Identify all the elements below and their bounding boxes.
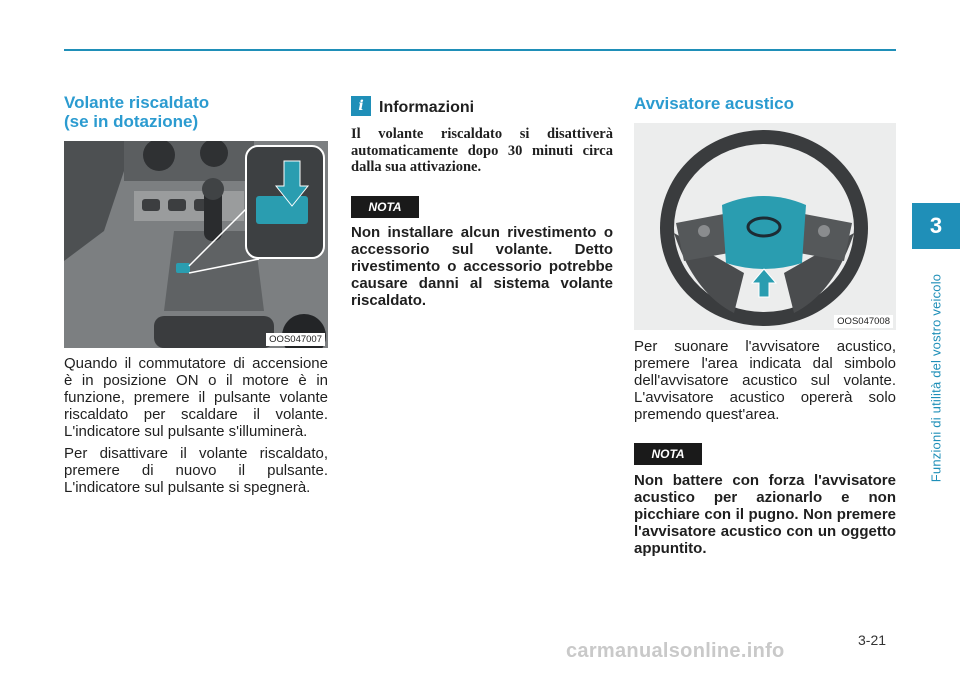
paragraph: Quando il commutatore di accensione è in posizione ON o il motore è in funzione, premere il pulsante volante riscaldato per scaldare il volante. L'indicatore sul pulsante s'illuminerà.	[64, 355, 328, 440]
info-title: Informazioni	[379, 99, 475, 116]
info-text: Il volante riscaldato si disattiverà automaticamente dopo 30 minuti circa dalla sua attivazione.	[351, 126, 613, 175]
heated-wheel-body	[64, 355, 328, 501]
horn-pad	[722, 196, 806, 269]
heated-wheel-illustration	[64, 141, 328, 348]
page-number: 3-21	[858, 632, 887, 648]
heading-line-2: (se in dotazione)	[64, 112, 199, 131]
heated-wheel-photo	[64, 141, 328, 348]
paragraph: Per suonare l'avvisatore acustico, premere l'area indicata dal simbolo dell'avvisatore acustico sul volante. L'avvisatore acustico opererà solo premendo quest'area.	[634, 338, 896, 423]
chapter-tab: 3	[912, 203, 960, 249]
photo-caption: OOS047007	[266, 333, 325, 346]
nota-text: Non battere con forza l'avvisatore acustico per azionarlo e non picchiare con il pugno. Non premere l'avvisatore acustico con un oggetto appuntito.	[634, 472, 896, 557]
watermark: carmanualsonline.info	[566, 640, 785, 662]
steering-wheel-illustration	[634, 123, 896, 330]
horn-body	[634, 338, 896, 428]
nota-badge: NOTA	[351, 196, 419, 218]
section-heading-heated-wheel	[64, 93, 209, 131]
nota-badge: NOTA	[634, 443, 702, 465]
header-rule	[64, 49, 896, 51]
info-icon: i	[351, 96, 371, 116]
photo-caption: OOS047008	[834, 315, 893, 328]
nota-text: Non installare alcun rivestimento o accessorio sul volante. Detto rivestimento o accessorio potrebbe causare danni al sistema volante riscaldato.	[351, 224, 613, 309]
paragraph: Per disattivare il volante riscaldato, premere di nuovo il pulsante. L'indicatore sul pulsante si spegnerà.	[64, 445, 328, 496]
horn-photo	[634, 123, 896, 330]
heading-line-1: Volante riscaldato	[64, 93, 210, 112]
chapter-title: Funzioni di utilità del vostro veicolo	[928, 273, 944, 483]
heated-wheel-button	[176, 263, 190, 273]
section-heading-horn: Avvisatore acustico	[634, 94, 794, 113]
